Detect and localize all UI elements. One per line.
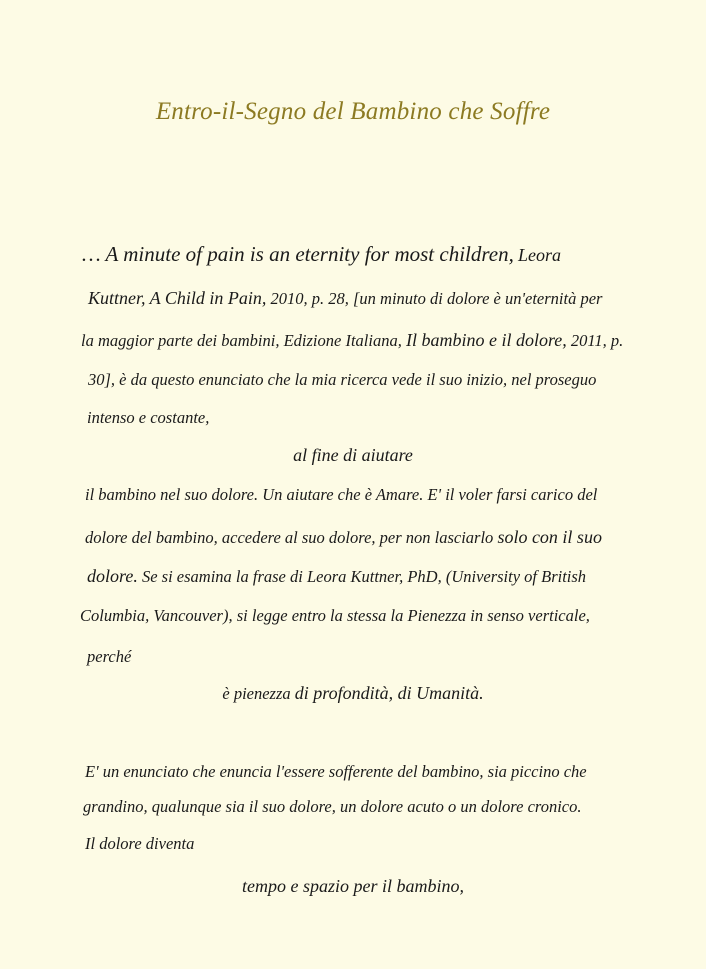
emphasis-solo: solo con il suo — [497, 527, 602, 547]
paragraph-2-line-4: Columbia, Vancouver), si legge entro la stessa la Pienezza in senso verticale, — [80, 606, 590, 625]
paragraph-1-line-5: intenso e costante, — [87, 408, 210, 427]
paragraph-1-line-2 — [88, 289, 602, 308]
paragraph-2-line-5: perché — [87, 647, 132, 666]
paragraph-1-line-3 — [81, 331, 623, 350]
centered-phrase-2 — [0, 684, 706, 703]
paragraph-2-line-2 — [85, 528, 602, 547]
italian-translation-start: 2010, p. 28, [un minuto di dolore è un'eternità per — [270, 289, 603, 308]
italian-translation-cont: la maggior parte dei bambini, Edizione Italiana, — [81, 331, 402, 350]
centered-phrase-2-start: è pienezza — [222, 684, 291, 703]
paragraph-1-line-1 — [82, 244, 561, 265]
paragraph-2-line-2-text: dolore del bambino, accedere al suo dolore, per non lasciarlo — [85, 528, 494, 547]
centered-phrase-1: al fine di aiutare — [293, 445, 413, 465]
paragraph-2-line-1: il bambino nel suo dolore. Un aiutare che è Amare. E' il voler farsi carico del — [85, 485, 598, 504]
paragraph-1-line-4: 30], è da questo enunciato che la mia ricerca vede il suo inizio, nel proseguo — [88, 370, 597, 389]
emphasis-dolore: dolore. — [87, 566, 138, 586]
italian-book-year: 2011, p. — [570, 331, 624, 350]
paragraph-2-line-3-text: Se si esamina la frase di Leora Kuttner, PhD, (University of British — [141, 567, 587, 586]
document-title: Entro-il-Segno del Bambino che Soffre — [155, 98, 551, 125]
book-reference: Kuttner, A Child in Pain, — [88, 288, 267, 308]
centered-phrase-3: tempo e spazio per il bambino, — [242, 876, 464, 896]
quote-english: … A minute of pain is an eternity for most children, — [82, 242, 514, 266]
centered-phrase-2-end: di profondità, di Umanità. — [294, 683, 484, 703]
paragraph-3-line-2: grandino, qualunque sia il suo dolore, un dolore acuto o un dolore cronico. — [83, 797, 582, 816]
paragraph-3-line-3: Il dolore diventa — [85, 834, 195, 853]
author-name-part: Leora — [517, 245, 561, 265]
paragraph-3-line-1: E' un enunciato che enuncia l'essere sofferente del bambino, sia piccino che — [85, 762, 587, 781]
paragraph-2-line-3 — [87, 567, 586, 586]
italian-book-title: Il bambino e il dolore, — [405, 330, 567, 350]
